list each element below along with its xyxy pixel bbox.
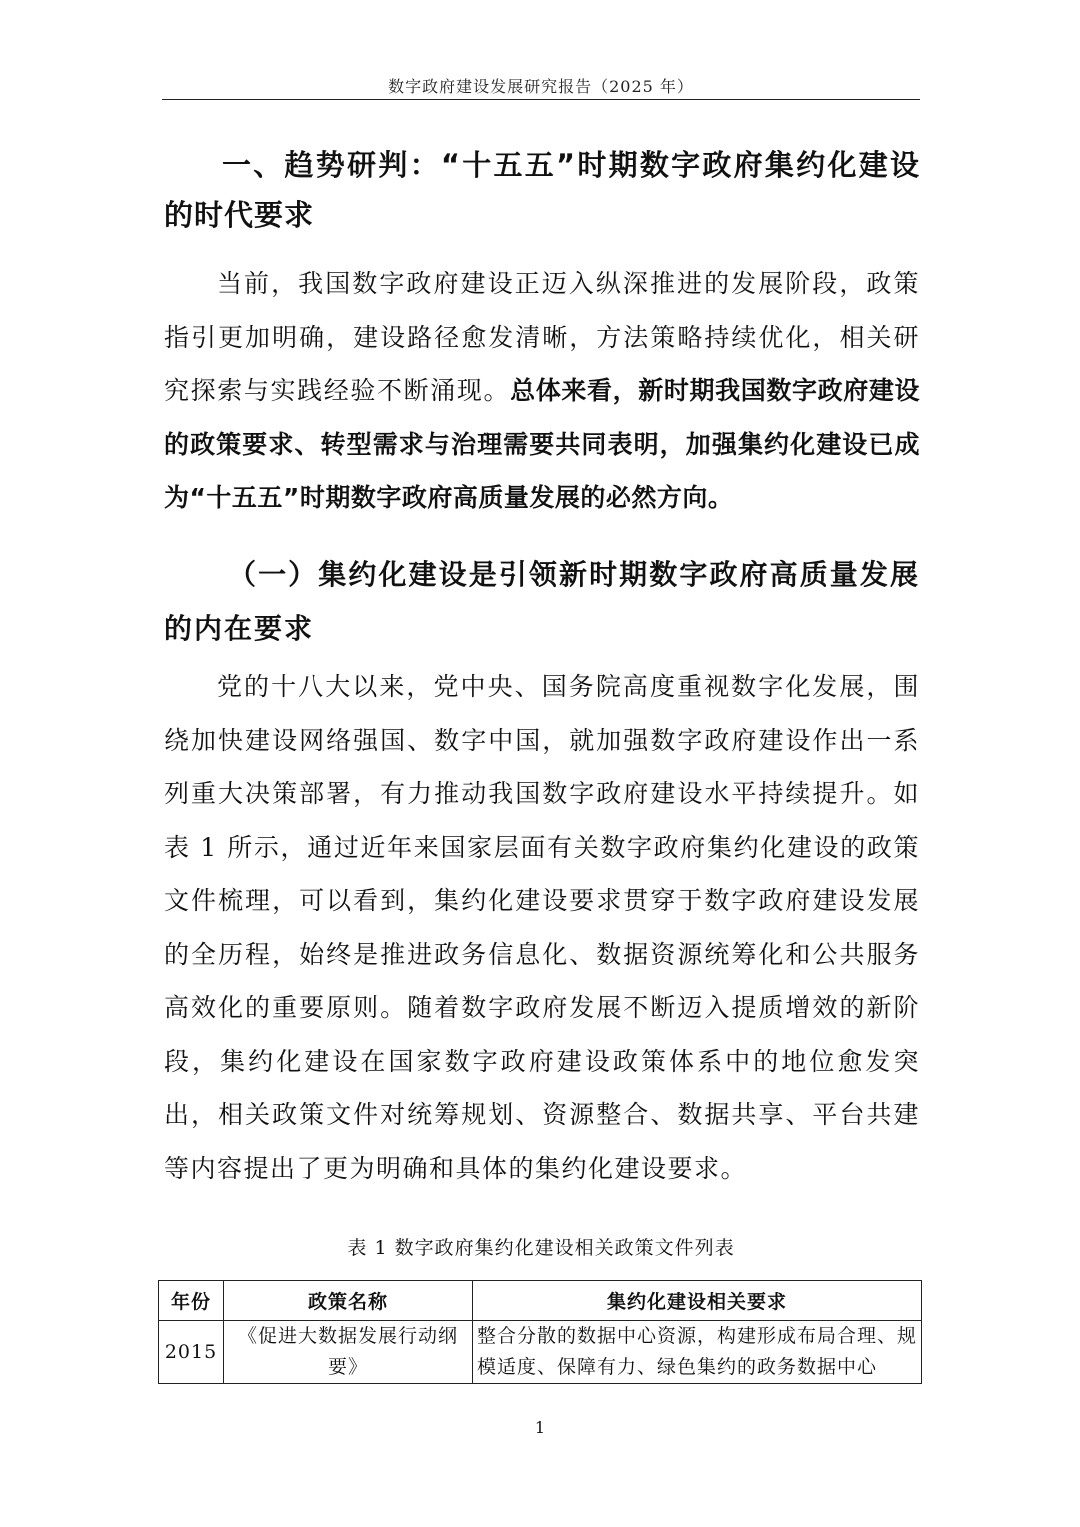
section-heading: 一、趋势研判：“十五五”时期数字政府集约化建设的时代要求 (164, 148, 920, 232)
header-divider (162, 99, 920, 100)
intro-paragraph (164, 257, 920, 525)
column-header-policy-name: 政策名称 (224, 1281, 473, 1321)
page-header: 数字政府建设发展研究报告（2025 年） (388, 77, 694, 96)
table-row (159, 1321, 922, 1384)
column-header-year: 年份 (159, 1281, 224, 1321)
intro-text: 当前，我国数字政府建设正迈入纵深推进的发展阶段，政策指引更加明确，建设路径愈发清晰，方法策略持续优化，相关研究探索与实践经验不断涌现。 (164, 269, 920, 405)
policy-table (158, 1280, 922, 1384)
cell-year: 2015 (159, 1321, 224, 1384)
table-caption: 表 1 数字政府集约化建设相关政策文件列表 (347, 1237, 735, 1259)
page-number: 1 (534, 1418, 546, 1437)
subsection-heading: （一）集约化建设是引领新时期数字政府高质量发展的内在要求 (164, 558, 920, 645)
table-header-row (159, 1281, 922, 1321)
body-paragraph: 党的十八大以来，党中央、国务院高度重视数字化发展，围绕加快建设网络强国、数字中国，就加强数字政府建设作出一系列重大决策部署，有力推动我国数字政府建设水平持续提升。如表 1 所示，通过近年来国家层面有关数字政府集约化建设的政策文件梳理，可以看到，集约化建设要求贯穿于数字政府建设发展的全历程，始终是推进政务信息化、数据资源统筹化和公共服务高效化的重要原则。随着数字政府发展不断迈入提质增效的新阶段，集约化建设在国家数字政府建设政策体系中的地位愈发突出，相关政策文件对统筹规划、资源整合、数据共享、平台共建等内容提出了更为明确和具体的集约化建设要求。 (164, 672, 920, 1183)
column-header-requirement: 集约化建设相关要求 (473, 1281, 922, 1321)
cell-requirement: 整合分散的数据中心资源，构建形成布局合理、规模适度、保障有力、绿色集约的政务数据中心 (473, 1321, 922, 1384)
intro-emphasis-text: 总体来看，新时期我国数字政府建设的政策要求、转型需求与治理需要共同表明，加强集约化建设已成为“十五五”时期数字政府高质量发展的必然方向。 (164, 376, 920, 512)
cell-policy-name: 《促进大数据发展行动纲要》 (224, 1321, 473, 1384)
